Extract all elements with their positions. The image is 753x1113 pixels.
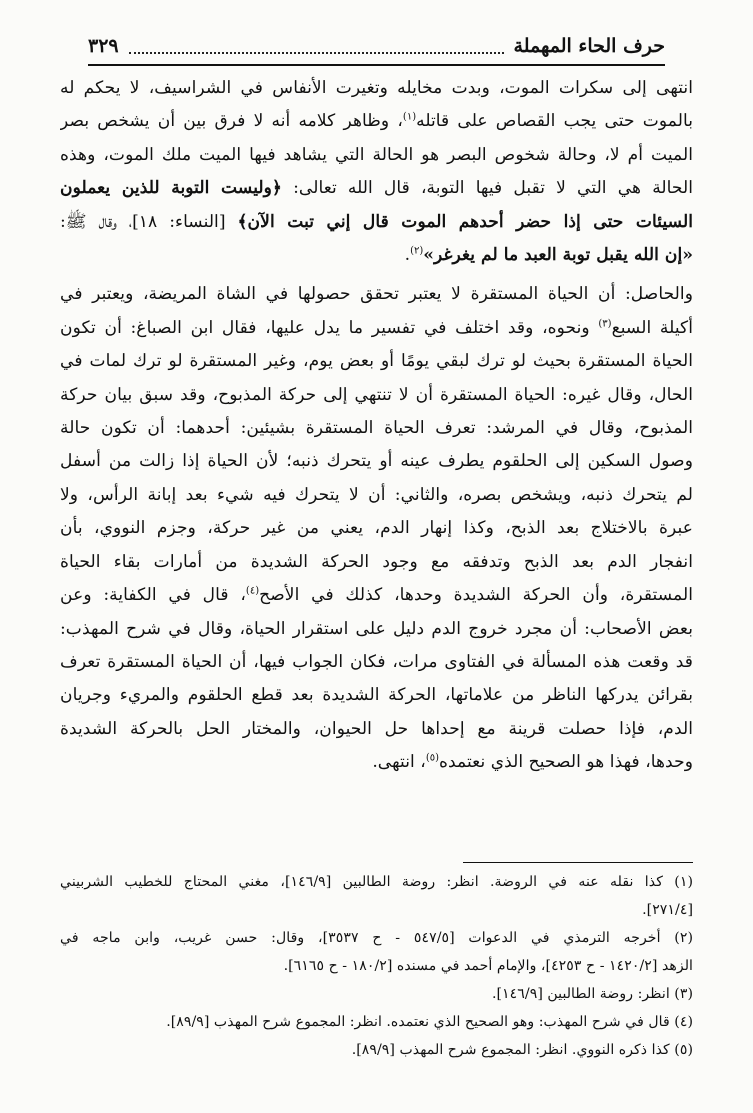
footnote-line: (٣) انظر: روضة الطالبين [١٤٦/٩]. xyxy=(492,986,693,1002)
footnote-line: (٢) أخرجه الترمذي في الدعوات [٥٤٧/٥ - ح ٣٥٣٧]، وقال: حسن غريب، وابن ماجه في xyxy=(60,930,693,946)
text-line xyxy=(60,206,693,239)
header-dot-leader xyxy=(129,38,504,54)
footnote-ref: (٤) xyxy=(245,585,260,597)
text-line: وصول السكين إلى الحلقوم يطرف عينه أو يتحرك ذنبه؛ لأن الحياة إذا زالت من أسفل xyxy=(60,451,693,472)
text-line xyxy=(60,579,693,612)
paragraph-1 xyxy=(60,72,693,272)
text-line xyxy=(60,239,693,272)
text-run: المستقرة، وأن الحركة الشديدة وحدها، كذلك في الأصح xyxy=(259,585,693,606)
footnote-ref: (١) xyxy=(402,111,417,123)
footnote-1 xyxy=(60,868,693,924)
text-run: أكيلة السبع xyxy=(611,317,693,338)
footnotes xyxy=(60,868,693,1064)
text-line: والحاصل: أن الحياة المستقرة لا يعتبر تحقق حصولها في الشاة المريضة، ويعتبر في xyxy=(60,284,693,305)
page-number: ٣٢٩ xyxy=(88,35,119,57)
text-line xyxy=(60,105,693,138)
footnote-ref: (٣) xyxy=(598,318,612,330)
text-run: ، قال في الكفاية: وعن xyxy=(60,585,246,606)
text-run: ، وظاهر كلامه أنه لا فرق بين أن يشخص بصر xyxy=(60,111,403,132)
paragraph-2 xyxy=(60,278,693,779)
text-line: عبرة بالاختلاج بعد الذبح، وكذا إنهار الدم، يعني من غير حركة، وجزم النووي، بأن xyxy=(60,518,693,539)
text-line: المذبوح، وقال في المرشد: تعرف الحياة المستقرة بشيئين: أحدهما: أن تكون حالة xyxy=(60,418,693,439)
text-run: بالموت حتى يجب القصاص على قاتله xyxy=(416,111,693,132)
text-run: . xyxy=(404,245,411,266)
main-text xyxy=(60,72,693,780)
text-line: الحال، وقال غيره: الحياة المستقرة أن لا تنتهي إلى حركة المذبوح، وقد سبق بيان حركة xyxy=(60,384,693,405)
text-run: ونحوه، وقد اختلف في تفسير ما يدل عليها، فقال ابن الصباغ: أن تكون xyxy=(60,317,599,338)
text-run: ، انتهى. xyxy=(372,752,426,773)
chapter-title: حرف الحاء المهملة xyxy=(513,35,665,57)
footnote-ref: (٢) xyxy=(410,245,424,257)
quran-verse: ﴿وليست التوبة للذين يعملون xyxy=(60,178,282,199)
text-run: الحالة هي التي لا تقبل فيها التوبة، قال الله تعالى: xyxy=(282,178,693,199)
footnote-line: (٤) قال في شرح المهذب: وهو الصحيح الذي نعتمده. انظر: المجموع شرح المهذب [٨٩/٩]. xyxy=(166,1014,693,1030)
hadith-text: «إن الله يقبل توبة العبد ما لم يغرغر» xyxy=(423,245,693,266)
text-run: وحدها، فهذا هو الصحيح الذي نعتمده xyxy=(439,752,693,773)
text-line: لم يتحرك ذنبه، ويشخص بصره، والثاني: أن لا يتحرك فيه شيء بعد إبانة الرأس، ولا xyxy=(60,484,693,505)
footnote-2 xyxy=(60,924,693,980)
text-line: انتهى إلى سكرات الموت، وبدت مخايله وتغيرت الأنفاس في الشراسيف، لا يحكم له xyxy=(60,78,693,98)
text-line xyxy=(60,746,693,779)
footnote-ref: (٥) xyxy=(425,752,439,764)
footnote-line: [٢٧١/٤]. xyxy=(642,902,693,918)
text-run: [النساء: ١٨]، وقال ﷺ: xyxy=(60,211,238,232)
quran-verse: السيئات حتى إذا حضر أحدهم الموت قال إني تبت الآن﴾ xyxy=(237,211,693,232)
footnote-separator xyxy=(463,862,693,863)
text-line: بعض الأصحاب: أن مجرد خروج الدم دليل على استقرار الحياة، وقال في شرح المهذب: xyxy=(60,618,693,639)
header-rule xyxy=(88,64,665,66)
text-line: قد وقعت هذه المسألة في الفتاوى مرات، فكان الجواب فيها، أن الحياة المستقرة تعرف xyxy=(60,651,693,672)
text-line: الدم، فإذا حصلت قرينة مع إحداها حل الحيوان، والمختار الحل بالحركة الشديدة xyxy=(60,718,693,739)
footnote-4 xyxy=(60,1008,693,1036)
footnote-line: الزهد [١٤٢٠/٢ - ح ٤٢٥٣]، والإمام أحمد في مسنده [١٨٠/٢ - ح ٦١٦٥]. xyxy=(283,958,693,974)
text-line: الحياة المستقرة بحيث لو ترك لبقي يومًا أو بعض يوم، وغير المستقرة لو ترك لمات في xyxy=(60,351,693,372)
footnote-line: (٥) كذا ذكره النووي. انظر: المجموع شرح المهذب [٨٩/٩]. xyxy=(351,1042,693,1058)
footnote-3 xyxy=(60,980,693,1008)
footnote-5 xyxy=(60,1036,693,1064)
running-header xyxy=(88,30,665,62)
text-line: الميت أم لا، وحالة شخوص البصر هو الحالة التي يشاهد فيها الميت ملك الموت، وهذه xyxy=(60,144,693,165)
text-line: بقرائن يدركها الناظر من علاماتها، الحركة الشديدة بعد قطع الحلقوم والمريء وجريان xyxy=(60,685,693,706)
text-line xyxy=(60,312,693,345)
text-line xyxy=(60,172,693,205)
text-line: انفجار الدم بعد الذبح وتدفقه مع وجود الحركة الشديدة من أمارات بقاء الحياة xyxy=(60,551,693,572)
footnote-line: (١) كذا نقله عنه في الروضة. انظر: روضة الطالبين [١٤٦/٩]، مغني المحتاج للخطيب الشربيني xyxy=(60,874,693,890)
